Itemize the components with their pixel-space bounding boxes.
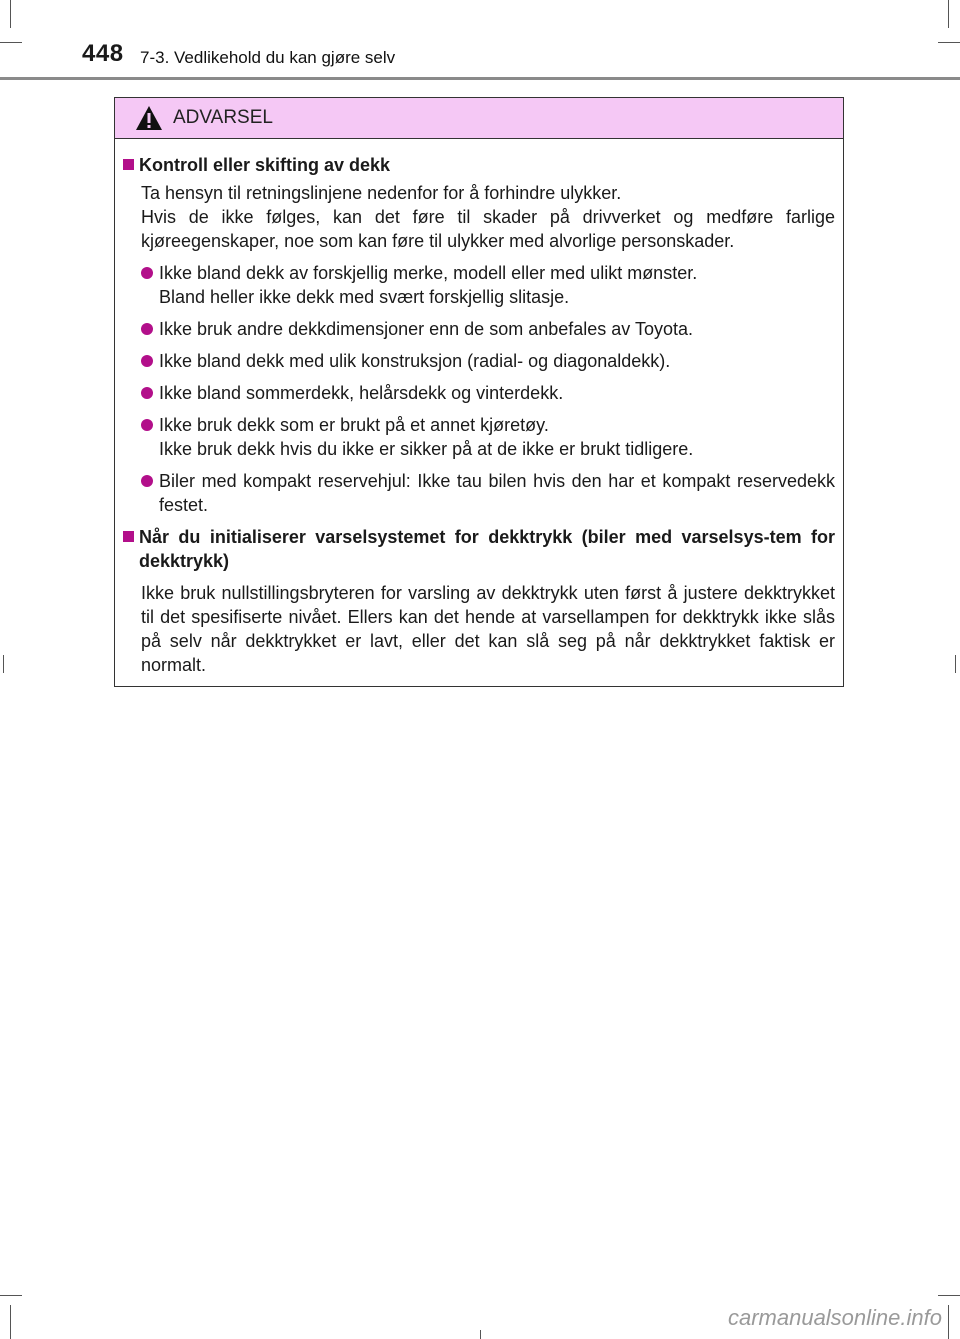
crop-mark (0, 42, 22, 43)
page-title: 7-3. Vedlikehold du kan gjøre selv (140, 48, 396, 67)
warning-box (114, 97, 844, 687)
bullet-dot-icon (141, 267, 153, 279)
square-bullet-icon (123, 159, 134, 170)
crop-mark (10, 1305, 11, 1339)
crop-mark (10, 0, 11, 28)
bullet-dot-icon (141, 355, 153, 367)
section-text: Ta hensyn til retningslinjene nedenfor for å forhindre ulykker. Hvis de ikke følges, kan det føre til skader på drivverket og medføre farlige kjøreegenskaper, noe som kan føre til ulykker med alvorlige personskader. (141, 183, 835, 251)
crop-mark (948, 1305, 949, 1339)
crop-mark (480, 1330, 481, 1339)
square-bullet-icon (123, 531, 134, 542)
section-text: Ikke bruk nullstillingsbryteren for varsling av dekktrykk uten først å justere dekktrykket til det spesifiserte nivået. Ellers kan det hende at varsellampen for dekktrykk ikke slås på selv når dekktrykket er lavt, eller det kan slå seg på når dekktrykket faktisk er normalt. (141, 583, 835, 675)
list-item: Ikke bland dekk med ulik konstruksjon (radial- og diagonaldekk). (123, 349, 835, 373)
warning-triangle-icon (135, 105, 163, 131)
bullet-dot-icon (141, 387, 153, 399)
list-item: Biler med kompakt reservehjul: Ikke tau bilen hvis den har et kompakt reservedekk festet. (123, 469, 835, 517)
section-title: Kontroll eller skifting av dekk (123, 153, 835, 177)
warning-body (115, 139, 843, 677)
list-item: Ikke bruk dekk som er brukt på et annet kjøretøy. Ikke bruk dekk hvis du ikke er sikker på at de ikke er brukt tidligere. (123, 413, 835, 461)
warning-label: ADVARSEL (173, 107, 273, 128)
warning-header (115, 98, 843, 139)
crop-mark (955, 655, 956, 673)
crop-mark (938, 1295, 960, 1296)
bullet-dot-icon (141, 323, 153, 335)
list-item: Ikke bland sommerdekk, helårsdekk og vinterdekk. (123, 381, 835, 405)
list-item: Ikke bruk andre dekkdimensjoner enn de som anbefales av Toyota. (123, 317, 835, 341)
section-title: Når du initialiserer varselsystemet for dekktrykk (biler med varselsys-tem for dekktrykk) (123, 525, 835, 573)
page-number: 448 (82, 40, 124, 67)
header-divider (0, 77, 960, 80)
bullet-dot-icon (141, 419, 153, 431)
crop-mark (948, 0, 949, 28)
list-item: Ikke bland dekk av forskjellig merke, modell eller med ulikt mønster. Bland heller ikke dekk med svært forskjellig slitasje. (123, 261, 835, 309)
crop-mark (0, 1295, 22, 1296)
bullet-dot-icon (141, 475, 153, 487)
crop-mark (938, 42, 960, 43)
watermark: carmanualsonline.info (727, 1305, 942, 1330)
crop-mark (3, 655, 4, 673)
